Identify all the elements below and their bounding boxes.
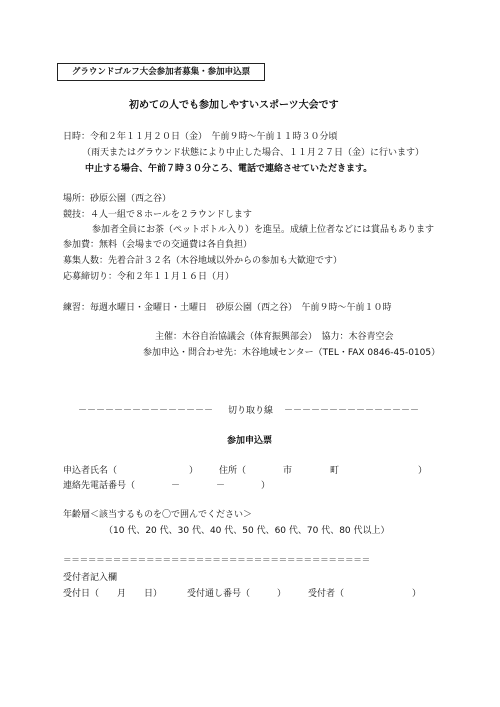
receiver-close: ） [412, 589, 422, 599]
host-line: 主催：木谷自治協議会（体育振興部会） 協力：木谷青空会 [155, 332, 394, 342]
reception-number-field[interactable]: 受付通し番号（ ） [187, 589, 287, 599]
reception-label: 受付者記入欄 [63, 573, 118, 583]
event-note: 参加者全員にお茶（ペットボトル入り）を進呈。成績上位者などには賞品もあります [92, 225, 435, 235]
contact-line: 参加申込・問合わせ先：木谷地域センター（TEL・FAX 0846-45-0105） [143, 348, 441, 358]
deadline-line: 応募締切り：令和２年１１月１６日（月） [63, 272, 235, 282]
capacity-line: 募集人数：先着合計３２名（木谷地域以外からの参加も大歓迎です） [63, 256, 343, 266]
header-box-title: グラウンドゴルフ大会参加者募集・参加申込票 [57, 63, 265, 81]
cut-line-left: －－－－－－－－－－－－－－－ [78, 406, 214, 416]
cut-line-label: 切り取り線 [228, 406, 274, 416]
name-field[interactable]: 申込者氏名（ ） [63, 466, 199, 476]
place-line: 場所：砂原公園（西之谷） [63, 194, 172, 204]
receiver-field[interactable]: 受付者（ [308, 589, 345, 599]
form-title: 参加申込票 [227, 436, 273, 446]
address-close: ） [418, 466, 428, 476]
address-city: 市 [283, 466, 293, 476]
age-options[interactable]: （10 代、20 代、30 代、40 代、50 代、60 代、70 代、80 代以上） [104, 526, 390, 536]
cut-line-right: －－－－－－－－－－－－－－－ [284, 406, 420, 416]
form-divider: ＝＝＝＝＝＝＝＝＝＝＝＝＝＝＝＝＝＝＝＝＝＝＝＝＝＝＝＝＝＝＝＝＝＝＝＝＝ [63, 556, 370, 566]
datetime-line: 日時：令和２年１１月２０日（金） 午前９時～午前１１時３０分頃 [63, 132, 338, 142]
fee-line: 参加費：無料（会場までの交通費は各自負担） [63, 240, 253, 250]
rain-note: （雨天またはグラウンド状態により中止した場合、１１月２７日（金）に行います） [82, 148, 425, 158]
age-label: 年齢層＜該当するものを〇で囲んでください＞ [63, 510, 253, 520]
reception-date-field[interactable]: 受付日（ 月 日） [63, 589, 163, 599]
practice-line: 練習：毎週水曜日・金曜日・土曜日 砂原公園（西之谷） 午前９時～午前１０時 [63, 303, 392, 313]
event-line: 競技：４人一組で８ホールを２ラウンドします [63, 210, 252, 220]
cancel-note: 中止する場合、午前７時３０分ころ、電話で連絡させていただきます。 [85, 164, 373, 174]
phone-field[interactable]: 連絡先電話番号（ － － ） [63, 481, 271, 491]
headline: 初めての人でも参加しやすいスポーツ大会です [129, 100, 339, 111]
address-town: 町 [330, 466, 340, 476]
address-field-label[interactable]: 住所（ [219, 466, 247, 476]
